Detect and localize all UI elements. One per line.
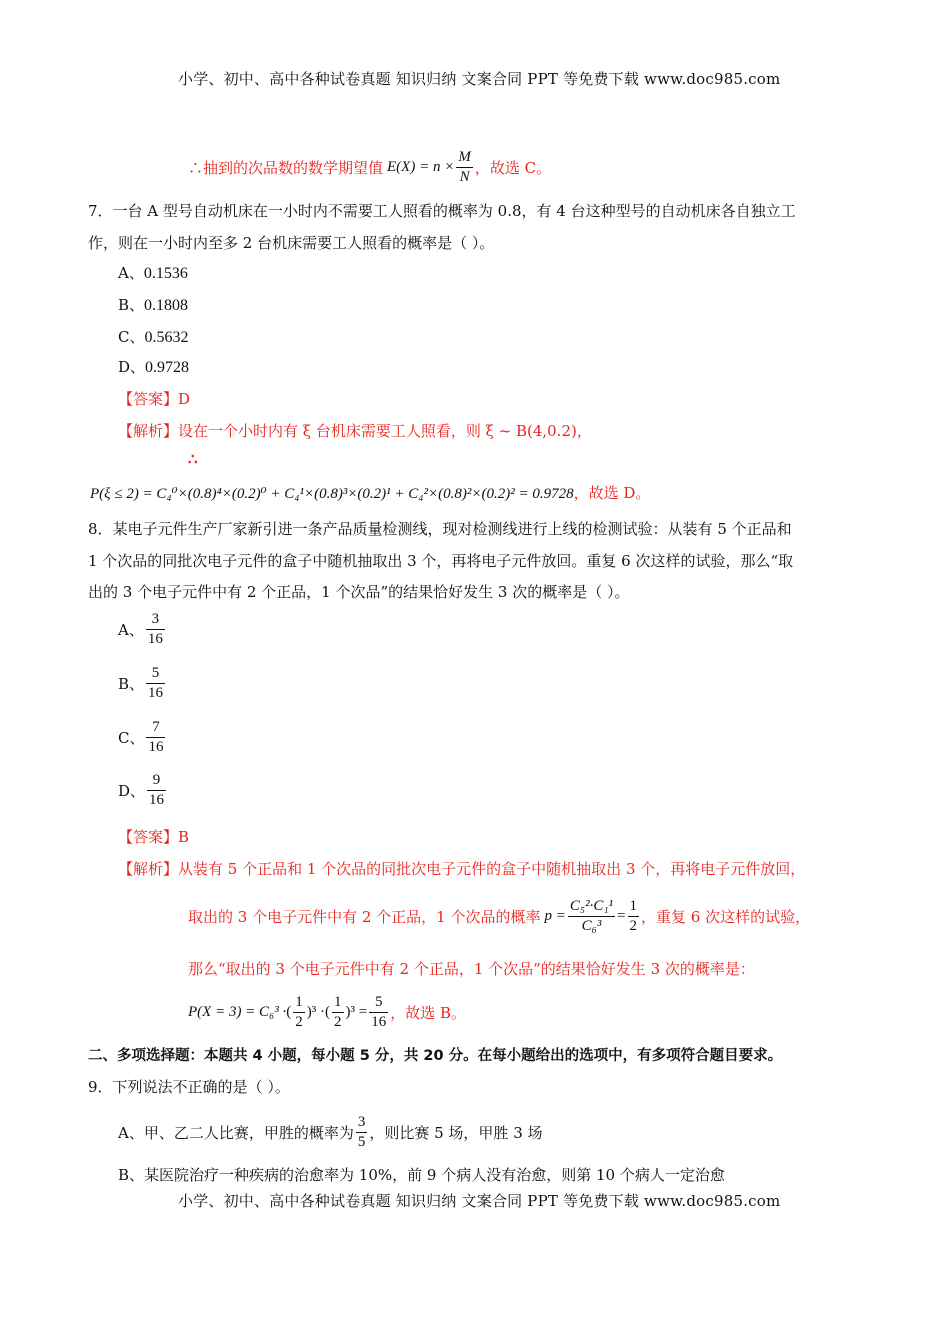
q8-option-d-num: 9 [147,773,166,791]
q8-option-d [118,773,168,808]
q8-option-c-num: 7 [146,720,165,738]
q6-formula-lhs: E(X) = n × [387,158,455,175]
q9-option-a-prefix: A、甲、乙二人比赛，甲胜的概率为 [118,1123,354,1142]
q7-stem-line1: 7．一台 A 型号自动机床在一小时内不需要工人照看的概率为 0.8，有 4 台这种型号的自动机床各自独立工 [88,202,796,220]
q8-prob-eq: = [617,907,626,924]
q8-half-fraction [628,899,640,934]
q8-final-end: ³ = [350,1003,368,1020]
q8-option-d-label: D、 [118,782,146,800]
q7-formula-line [90,482,650,503]
q8-final-result-num: 5 [369,995,388,1013]
q7-answer-tag: 【答案】 [118,390,179,408]
q8-final-formula: P(X = 3) = C₆³ · ( $\frac{1}{2}$ ) ³ · ( $\frac{1}{2}$ ) ³ = $\frac{5}{16}$ ，故选 B。 [188,993,467,1030]
q8-prob-frac-den: C₆³ [581,917,602,934]
q6-conclusion-prefix: ∴抽到的次品数的数学期望值 [188,158,384,177]
q8-prob-fraction [568,899,615,934]
q8-final-half-2-den: 2 [334,1013,342,1030]
q8-analysis-line3: 那么“取出的 3 个电子元件中有 2 个正品，1 个次品”的结果恰好发生 3 次的概率是： [188,960,755,978]
q8-final-mid: ³ · [311,1003,326,1020]
q7-option-d-label: D、 [118,358,146,376]
page-header: 小学、初中、高中各种试卷真题 知识归纳 文案合同 PPT 等免费下载 www.doc985.com [178,70,781,88]
q7-option-c-value: 0.5632 [144,329,189,346]
q7-option-c [118,326,188,347]
q9-option-a-num: 3 [356,1115,368,1133]
q8-half-den: 2 [629,917,638,934]
q7-option-d [118,356,189,377]
q7-option-b-label: B、 [118,296,145,314]
q8-stem-line2: 1 个次品的同批次电子元件的盒子中随机抽取出 3 个，再将电子元件放回。重复 6 次这样的试验，那么“取 [88,552,794,570]
q6-conclusion [188,145,551,189]
q8-final-result [369,995,388,1030]
q8-stem-line1: 8．某电子元件生产厂家新引进一条产品质量检测线，现对检测线进行上线的检测试验：从装有 5 个正品和 [88,520,792,538]
q7-option-b-value: 0.1808 [144,297,189,314]
q7-formula: P(ξ ≤ 2) = C₄⁰×(0.8)⁴×(0.2)⁰ + C₄¹×(0.8)³×(0.2)¹ + C₄²×(0.8)²×(0.2)² = 0.9728 [90,486,574,502]
q8-option-a-den: 16 [147,631,163,647]
q8-option-b-num: 5 [146,666,165,684]
q7-option-a-label: A、 [118,264,144,282]
q8-answer-tag: 【答案】 [118,828,179,846]
q8-option-d-fraction [147,773,166,808]
q7-formula-suffix: ，故选 D。 [573,484,651,502]
q8-final-half-2 [332,995,344,1030]
q9-option-a-fraction [356,1115,368,1150]
section2-title: 二、多项选择题：本题共 4 小题，每小题 5 分，共 20 分。在每小题给出的选项中，有多项符合题目要求。 [88,1048,783,1064]
q8-half-num: 1 [628,899,640,917]
q7-answer-value: D [178,390,191,408]
q8-option-b-label: B、 [118,675,145,693]
q7-option-a-value: 0.1536 [143,265,188,282]
q8-analysis-line1-text: 从装有 5 个正品和 1 个次品的同批次电子元件的盒子中随机抽取出 3 个，再将电子元件放回， [178,860,806,878]
q8-analysis-line1 [118,858,805,879]
q8-option-c-label: C、 [118,729,145,747]
q8-option-a-num: 3 [146,612,165,630]
q8-option-a-fraction [146,612,165,647]
q7-option-b [118,294,188,315]
q8-final-suffix: ，故选 B。 [390,1003,467,1022]
q9-stem: 9．下列说法不正确的是（ ）。 [88,1078,290,1096]
q9-option-a-suffix: ，则比赛 5 场，甲胜 3 场 [369,1123,543,1142]
q8-option-c-fraction [146,720,165,755]
q8-analysis-line2 [188,888,810,944]
q8-final-half-1-num: 1 [293,995,305,1013]
q7-option-c-label: C、 [118,328,145,346]
q8-analysis-tag: 【解析】 [118,860,179,878]
q8-analysis-line2-prefix: 取出的 3 个电子元件中有 2 个正品，1 个次品的概率 [188,907,541,926]
q9-option-a-den: 5 [357,1133,366,1150]
q8-option-b-den: 16 [148,685,164,701]
q9-option-a [118,1110,543,1154]
q6-conclusion-suffix: ，故选 C。 [474,158,552,177]
q8-option-d-den: 16 [149,792,165,808]
q8-answer [118,826,189,847]
q8-option-b [118,666,167,701]
q8-answer-value: B [178,828,190,846]
q8-final-half-2-num: 1 [332,995,344,1013]
q8-final-half-1 [293,995,305,1030]
q8-prob-frac-num: C₅²·C₁¹ [568,899,615,917]
q8-option-a-label: A、 [118,621,144,639]
q6-frac-num: M [456,150,473,168]
q8-final-half-1-den: 2 [295,1013,303,1030]
q7-answer [118,388,190,409]
q8-analysis-line2-suffix: ，重复 6 次这样的试验， [641,907,811,926]
q7-analysis-tag: 【解析】 [118,422,179,440]
q9-option-b: B、某医院治疗一种疾病的治愈率为 10%，前 9 个病人没有治愈，则第 10 个病人一定治愈 [118,1166,725,1184]
q7-analysis [118,420,592,441]
q7-therefore: ∴ [188,450,198,468]
page-footer: 小学、初中、高中各种试卷真题 知识归纳 文案合同 PPT 等免费下载 www.doc985.com [178,1192,781,1210]
q8-stem-line3: 出的 3 个电子元件中有 2 个正品，1 个次品”的结果恰好发生 3 次的概率是（ ）。 [88,583,630,601]
q7-analysis-text: 设在一个小时内有 ξ 台机床需要工人照看，则 ξ ~ B(4,0.2)， [178,422,592,440]
q8-final-lhs: P(X = 3) = C₆³ · [188,1003,287,1020]
q8-option-a [118,612,167,647]
q8-option-c-den: 16 [148,739,164,755]
q8-option-b-fraction [146,666,165,701]
q8-option-c [118,720,167,755]
q7-option-a [118,262,188,283]
q7-option-d-value: 0.9728 [145,359,190,376]
q7-stem-line2: 作，则在一小时内至多 2 台机床需要工人照看的概率是（ ）。 [88,234,495,252]
q6-fraction [456,150,473,185]
q8-final-result-den: 16 [371,1013,387,1030]
q8-prob-lhs: p = [544,907,566,924]
q6-frac-den: N [459,168,470,185]
